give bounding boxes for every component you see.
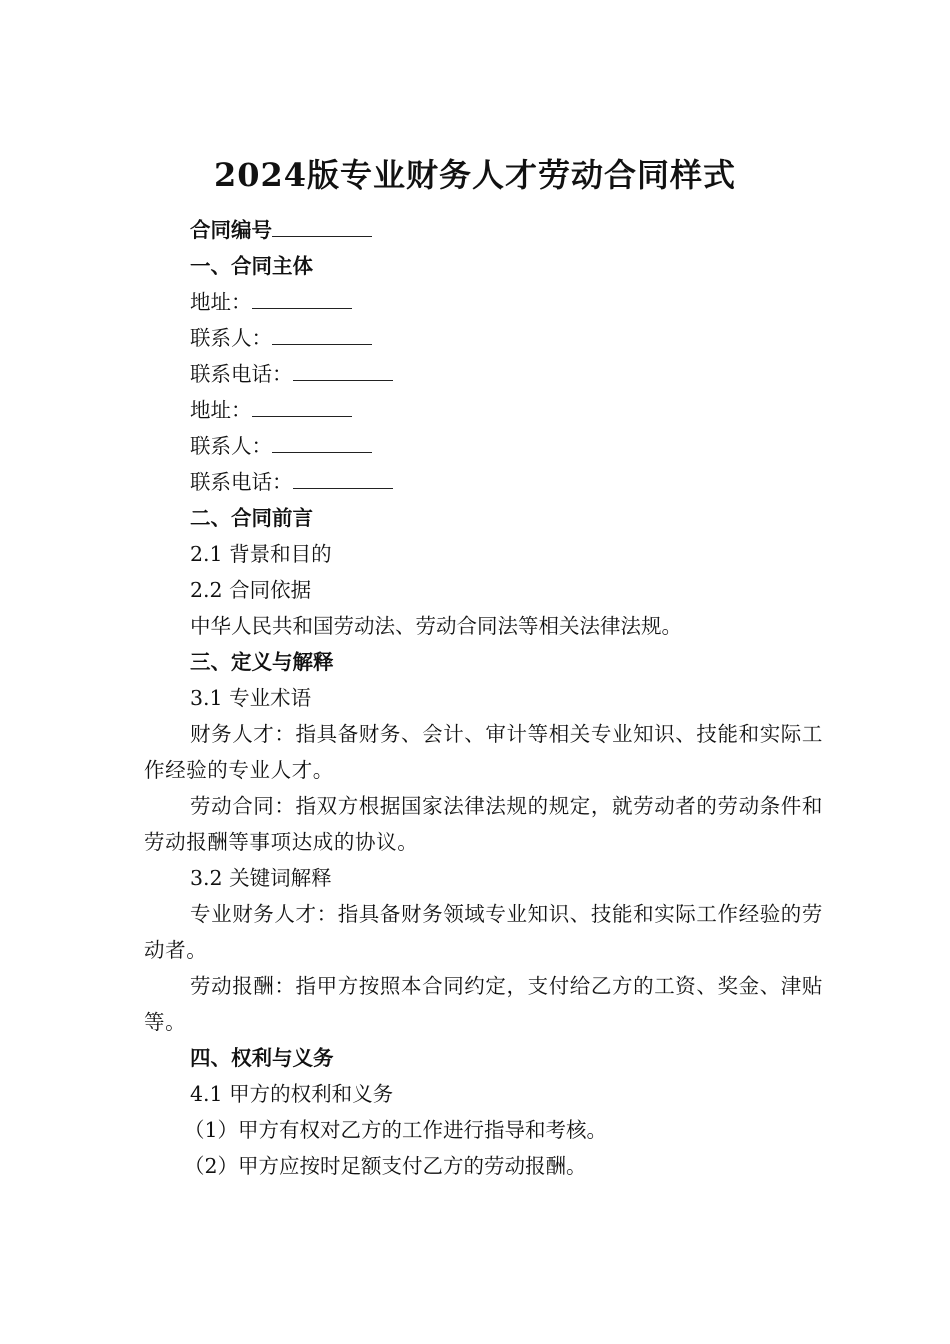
clause-3-1-paragraph-1: 财务人才：指具备财务、会计、审计等相关专业知识、技能和实际工作经验的专业人才。: [144, 722, 823, 782]
clause-4-1: 4.1 甲方的权利和义务: [190, 1082, 394, 1106]
clause-4-1-item-1: （1）甲方有权对乙方的工作进行指导和考核。: [184, 1118, 608, 1142]
party-a-phone-line: [144, 356, 824, 392]
clause-3-2: 3.2 关键词解释: [190, 866, 332, 890]
contract-number-label: 合同编号: [190, 218, 272, 242]
party-b-contact-line: [144, 428, 824, 464]
party-a-contact-blank[interactable]: [272, 322, 372, 345]
document-body: [144, 212, 824, 1184]
document-title: 2024版专业财务人才劳动合同样式: [213, 156, 737, 194]
party-a-address-blank[interactable]: [252, 286, 352, 309]
party-b-address-label: 地址：: [190, 398, 252, 422]
clause-2-2-text: 中华人民共和国劳动法、劳动合同法等相关法律法规。: [190, 614, 682, 638]
clause-3-2-paragraph-2: 劳动报酬：指甲方按照本合同约定，支付给乙方的工资、奖金、津贴等。: [144, 974, 823, 1034]
party-b-phone-line: [144, 464, 824, 500]
clause-3-2-paragraph-1: 专业财务人才：指具备财务领域专业知识、技能和实际工作经验的劳动者。: [144, 902, 823, 962]
party-a-contact-line: [144, 320, 824, 356]
party-a-address-line: [144, 284, 824, 320]
party-a-phone-blank[interactable]: [293, 358, 393, 381]
clause-2-1: 2.1 背景和目的: [190, 542, 332, 566]
section-heading-parties: 一、合同主体: [190, 254, 313, 278]
contract-number-line: [144, 212, 824, 248]
party-b-phone-label: 联系电话：: [190, 470, 293, 494]
clause-2-2: 2.2 合同依据: [190, 578, 312, 602]
party-a-phone-label: 联系电话：: [190, 362, 293, 386]
section-heading-preamble: 二、合同前言: [190, 506, 313, 530]
party-b-contact-label: 联系人：: [190, 434, 272, 458]
clause-4-1-item-2: （2）甲方应按时足额支付乙方的劳动报酬。: [184, 1154, 587, 1178]
clause-3-1-paragraph-2: 劳动合同：指双方根据国家法律法规的规定，就劳动者的劳动条件和劳动报酬等事项达成的协议。: [144, 794, 823, 854]
party-b-phone-blank[interactable]: [293, 466, 393, 489]
party-b-address-blank[interactable]: [252, 394, 352, 417]
party-b-contact-blank[interactable]: [272, 430, 372, 453]
party-b-address-line: [144, 392, 824, 428]
section-heading-definitions: 三、定义与解释: [190, 650, 334, 674]
section-heading-rights: 四、权利与义务: [190, 1046, 334, 1070]
party-a-contact-label: 联系人：: [190, 326, 272, 350]
clause-3-1: 3.1 专业术语: [190, 686, 312, 710]
party-a-address-label: 地址：: [190, 290, 252, 314]
contract-number-blank[interactable]: [272, 214, 372, 237]
